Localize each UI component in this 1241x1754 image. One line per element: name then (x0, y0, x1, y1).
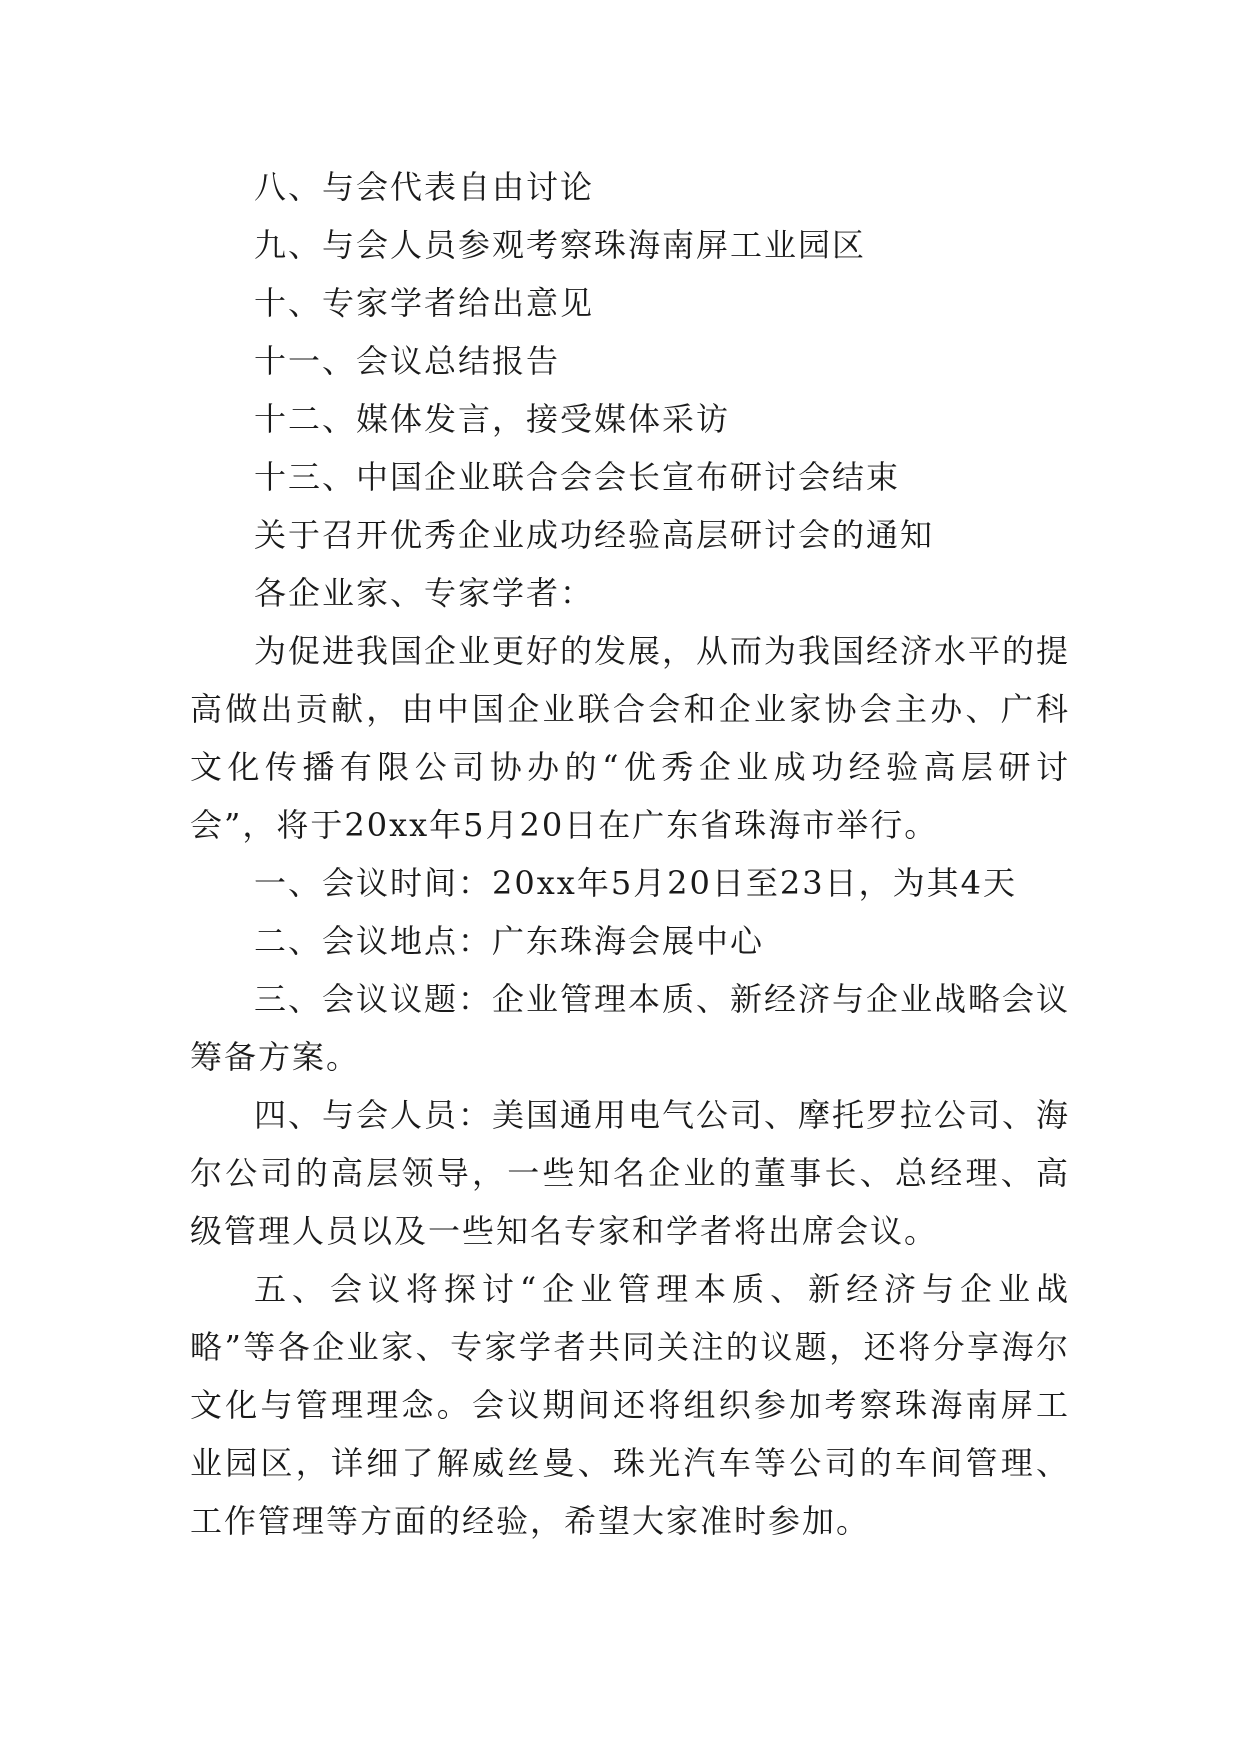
meeting-discussion: 五、会议将探讨“企业管理本质、新经济与企业战略”等各企业家、专家学者共同关注的议题，还将分享海尔文化与管理理念。会议期间还将组织参加考察珠海南屏工业园区，详细了解威丝曼、珠光汽车等公司的车间管理、工作管理等方面的经验，希望大家准时参加。 (190, 1270, 1070, 1540)
document-body (190, 158, 1070, 1550)
salutation: 各企业家、专家学者： (254, 574, 595, 612)
agenda-item-9: 九、与会人员参观考察珠海南屏工业园区 (254, 226, 867, 264)
agenda-item-13: 十三、中国企业联合会会长宣布研讨会结束 (254, 458, 901, 496)
agenda-item-10: 十、专家学者给出意见 (254, 284, 595, 322)
meeting-time: 一、会议时间：20xx年5月20日至23日，为其4天 (254, 864, 1017, 902)
notice-title: 关于召开优秀企业成功经验高层研讨会的通知 (254, 516, 935, 554)
meeting-attendees: 四、与会人员：美国通用电气公司、摩托罗拉公司、海尔公司的高层领导，一些知名企业的董事长、总经理、高级管理人员以及一些知名专家和学者将出席会议。 (190, 1096, 1071, 1250)
agenda-item-12: 十二、媒体发言，接受媒体采访 (254, 400, 731, 438)
meeting-location: 二、会议地点：广东珠海会展中心 (254, 922, 765, 960)
agenda-item-11: 十一、会议总结报告 (254, 342, 561, 380)
meeting-topic: 三、会议议题：企业管理本质、新经济与企业战略会议筹备方案。 (190, 980, 1071, 1076)
agenda-item-8: 八、与会代表自由讨论 (254, 168, 595, 206)
intro-paragraph: 为促进我国企业更好的发展，从而为我国经济水平的提高做出贡献，由中国企业联合会和企业家协会主办、广科文化传播有限公司协办的“优秀企业成功经验高层研讨会”，将于20xx年5月20日在广东省珠海市举行。 (190, 632, 1071, 844)
